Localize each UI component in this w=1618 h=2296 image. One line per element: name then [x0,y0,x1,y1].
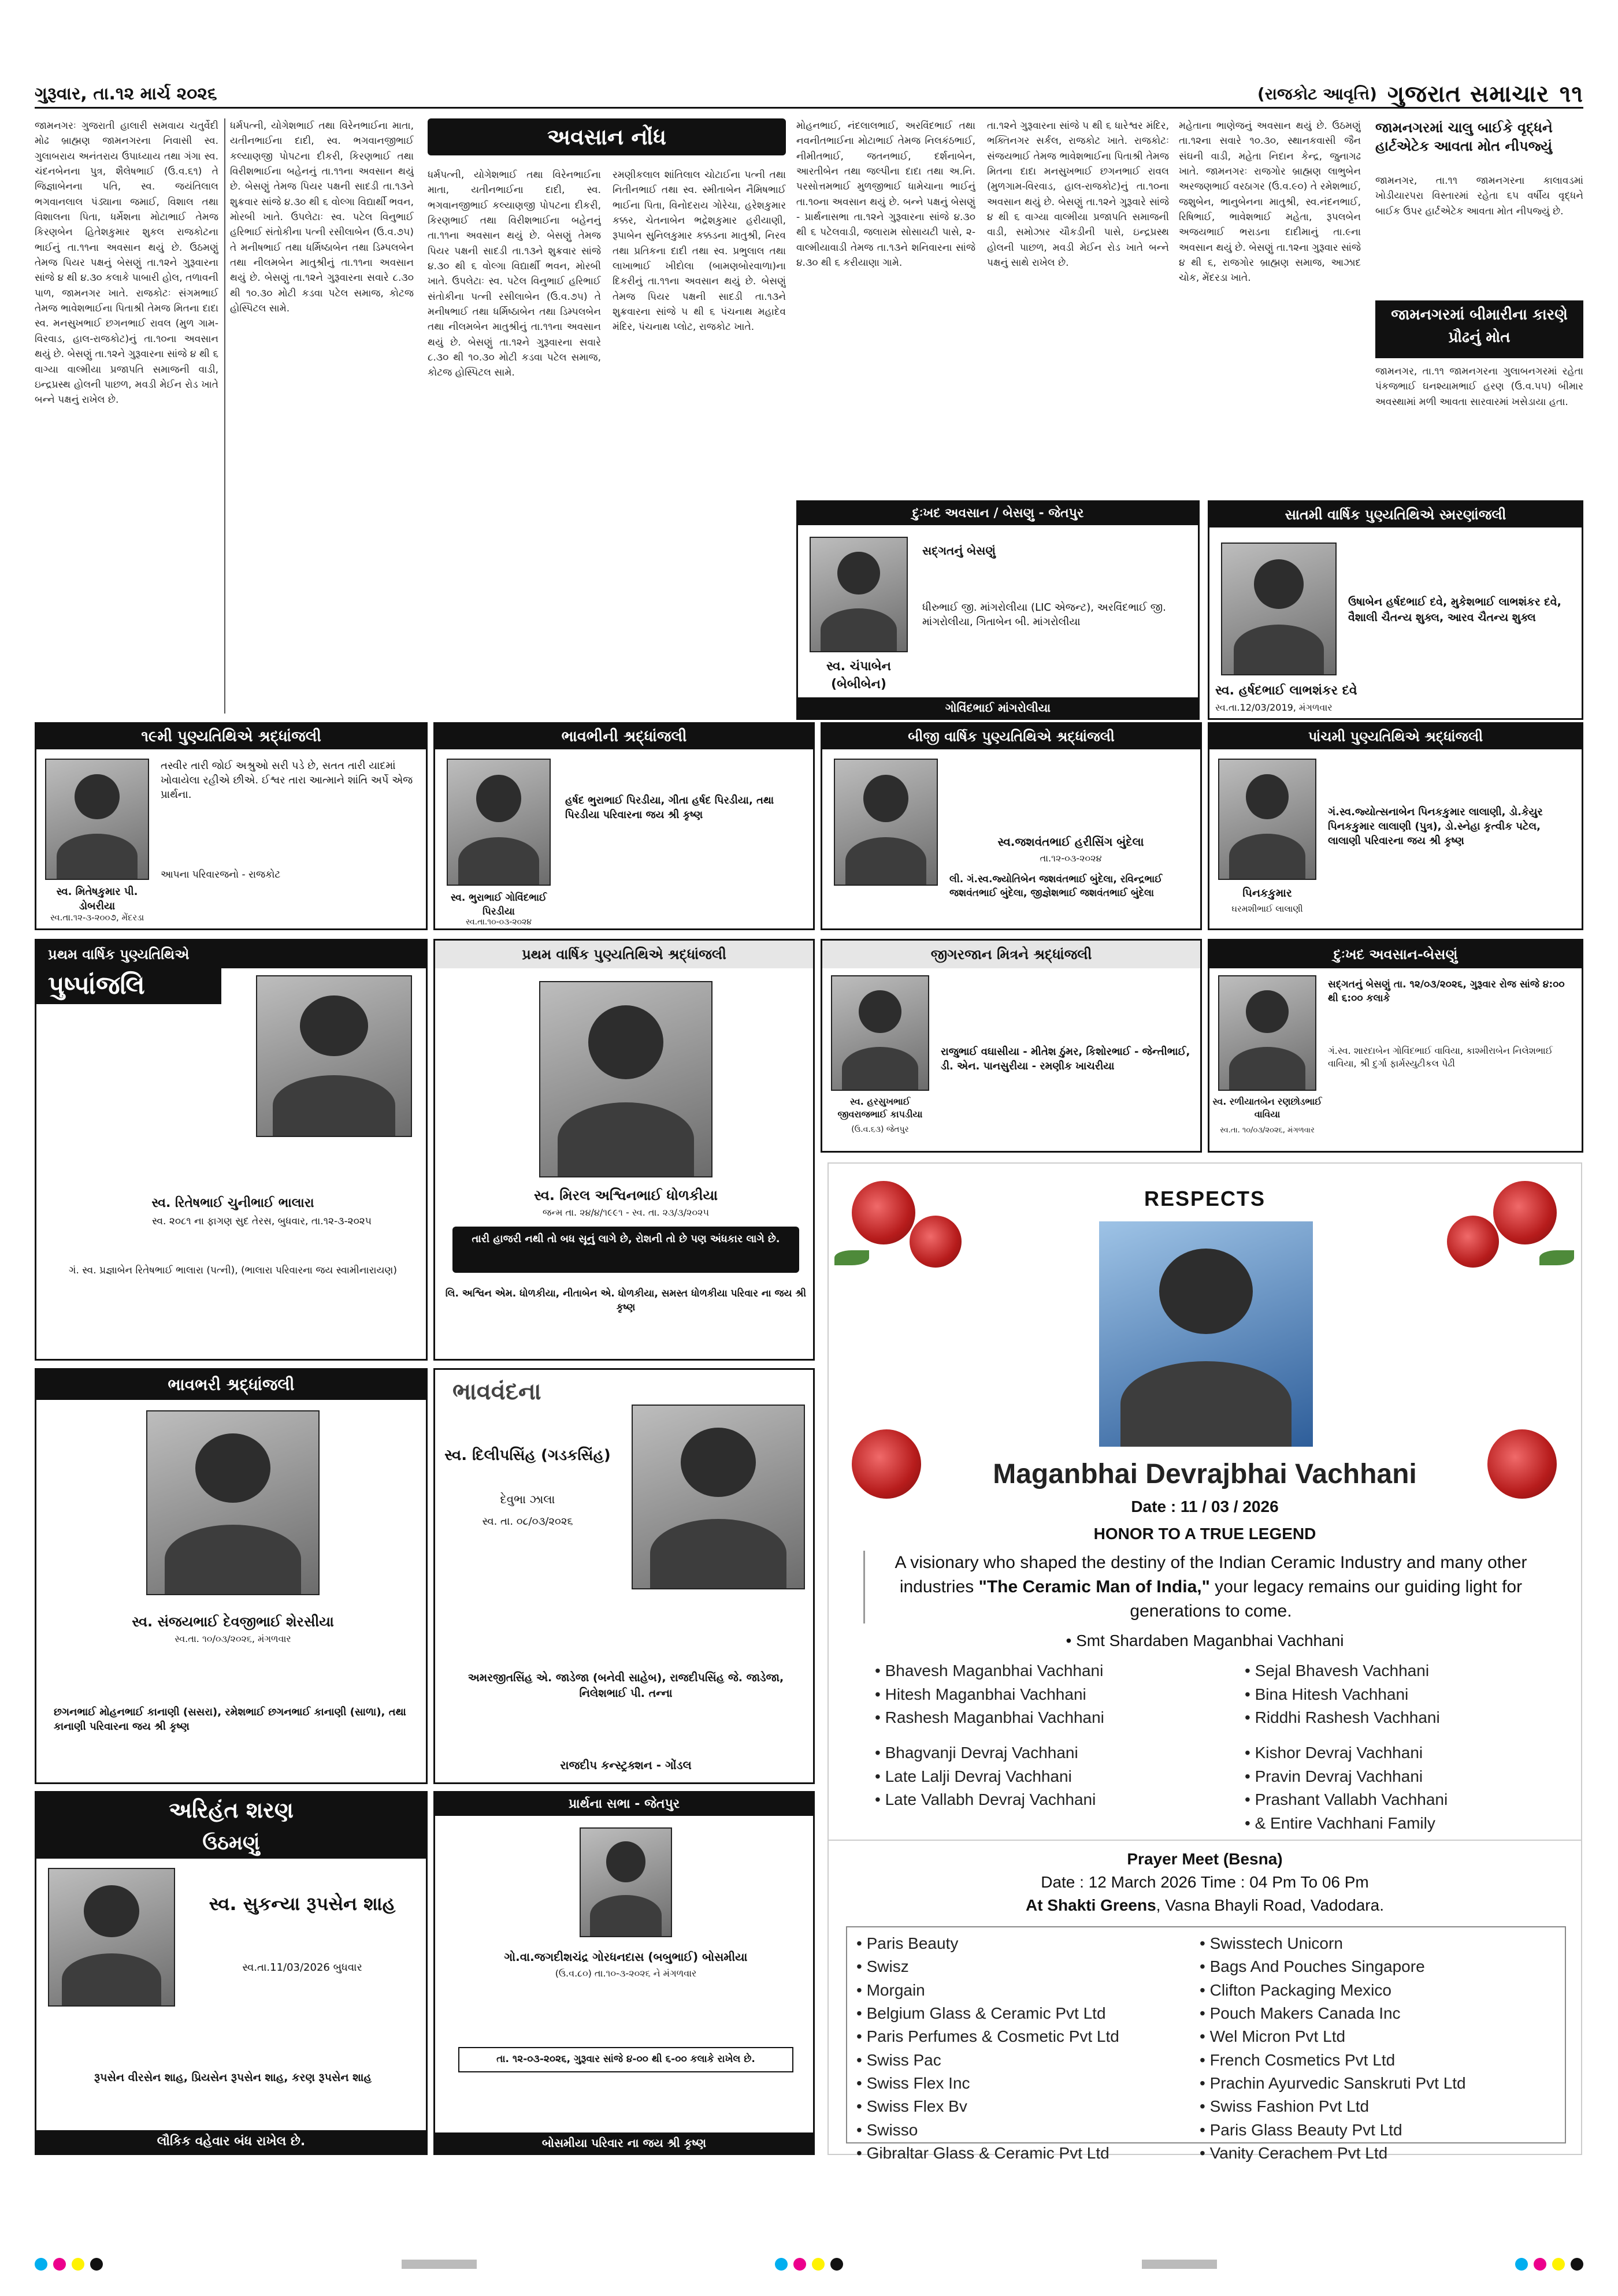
deceased-name: સ્વ. હર્ષદભાઈ લાભશંકર દવે [1215,683,1357,698]
portrait-photo [1218,975,1316,1091]
divider [829,1840,1581,1841]
ad-footer: બોસમીયા પરિવાર ના જય શ્રી કૃષ્ણ [435,2132,813,2153]
ad-bar: દુઃખદ અવસાન / બેસણુ - જેતપુર [798,502,1198,525]
company-item: • Paris Glass Beauty Pvt Ltd [1200,2119,1558,2142]
dukhad-besnu-ad [1208,939,1583,1153]
family-member: • Late Lalji Devraj Vachhani [875,1765,1222,1789]
spouse-name: • Smt Shardaben Maganbhai Vachhani [1066,1632,1344,1649]
family-text: આપના પરિવારજનો - રાજકોટ [161,869,281,880]
shraddhanjali-19-ad [35,722,428,930]
respects-heading: RESPECTS [1144,1187,1266,1210]
portrait-photo [48,1868,175,2007]
deceased-name: સ્વ. હરસુખભાઈ જીવરાજભાઈ કાપડીયા [837,1096,923,1120]
ad-footer: રાજદીપ કન્સ્ટ્રક્શન - ગોંડલ [560,1758,692,1772]
color-dots-center [775,2258,843,2271]
news-text: મોહનભાઈ, નંદલાલભાઈ, અરવિંદભાઈ તથા નવનીતભાઈના મોટાભાઈ તેમજ નિલકંઠભાઈ, નીમીતભાઈ, જતનભાઈ, દર્શનાબેન, આરતીબેન તથા જલ્પીના દાદા તથા અ.નિ. પરસોત્તમભાઈ મુળજીભાઈ ધામેચાના ભાઈનું તા.૧૦ના અવસાન થયું છે. બન્ને પક્ષનું બેસણું - પ્રાર્થનાસભા તા.૧૨ને ગુરૂવારના સાંજે ૪.૩૦ થી ૬ પટેલવાડી, જલારામ સોસાયટી પાસે, ૨-વાલ્મીયાવાડી તેમજ તા.૧૩ને શનિવારના સાંજે ૪.૩૦ થી ૬ કરીયાણા ગામે. [796,120,975,269]
deceased-name: ગો.વા.જગદીશચંદ્ર ગોરધનદાસ (બબુભાઈ) બોસમીયા [504,1950,748,1964]
header-right [1257,81,1583,107]
black-dot [830,2258,843,2271]
ad-bar: બીજી વાર્ષિક પુણ્યતિથિએ શ્રદ્ધાંજલી [822,724,1200,749]
portrait-photo [1221,543,1337,675]
arihant-uthamnu-ad [35,1791,428,2155]
family-text: ગં.સ્વ.જ્યોત્સનાબેન પિનકકુમાર લાલાણી, ડો.કેયુર પિનકકુમાર લાલાણી (પુત્ર), ડો.સ્નેહા કૃત્વીક પટેલ, લાલાણી પરિવારના જય શ્રી કૃષ્ણ [1328,806,1543,848]
besnu-label: સદ્‌ગતનું બેસણું [922,544,996,558]
pushpanjali-ad [35,939,428,1361]
smaranjali-ad [1208,500,1583,720]
companies-right [1200,1932,1558,2165]
deceased-date: (ઉ.વ.૬૩) જેતપુર [851,1125,909,1134]
deceased-name: સ્વ. દિલીપસિંહ (ગડકસિંહ) [444,1447,611,1464]
family-list-left [875,1659,1222,1730]
friends-list: રાજુભાઈ વઘાસીયા - મીતેશ ઠુંમર, કિશોરભાઈ - જેન્તીભાઈ, ડી. એન. પાનસુરીયા - રમણીક ખાચરીયા [941,1046,1190,1073]
magenta-dot [53,2258,66,2271]
deceased-name: સ્વ. રળીયાતબેન રણછોડભાઈ વાવિયા [1212,1096,1322,1120]
family-list-right [1245,1659,1568,1730]
portrait-photo [632,1405,805,1589]
ad-bar: પ્રથમ વાર્ષિક પુણ્યતિથિએ શ્રદ્ધાંજલી [435,941,813,968]
grey-bar [1142,2260,1217,2269]
black-dot [90,2258,103,2271]
company-item: • Wel Micron Pvt Ltd [1200,2025,1558,2048]
company-item: • Morgain [856,1979,1192,2002]
company-item: • Swisz [856,1955,1192,1978]
deceased-name: સ્વ. રિતેષભાઈ ચુનીભાઈ ભાલારા [151,1196,314,1210]
family-text: ધીરુભાઈ જી. માંગરોલીયા (LIC એજન્ટ), અરવિંદભાઈ જી. માંગરોલીયા, ગિતાબેન બી. માંગરોલીયા [922,601,1166,629]
spouse-text: Smt Shardaben Maganbhai Vachhani [1076,1632,1344,1649]
deceased-name: સ્વ. સંજયભાઈ દેવજીભાઈ શેરસીયા [132,1614,334,1630]
deceased-name: Maganbhai Devrajbhai Vachhani [993,1459,1417,1489]
ad-bar: સાતમી વાર્ષિક પુણ્યતિથિએ સ્મરણાંજલી [1209,502,1582,527]
besnu-text: સદ્‌ગતનું બેસણું તા. ૧૨/૦૩/૨૦૨૬, ગુરૂવાર રોજ સાંજે ૪:૦૦ થી ૬:૦૦ કલાકે [1328,979,1565,1004]
ad-bar: પ્રથમ વાર્ષિક પુણ્યતિથિએ [36,941,426,968]
tribute-text [863,1551,1551,1623]
portrait-photo [831,975,929,1091]
deceased-date: (ઉ.વ.૮૦) તા.૧૦-૩-૨૦૨૬ ને મંગળવાર [555,1968,697,1979]
ad-title: પુષ્પાંજલિ [36,968,221,1004]
edition-label: (રાજકોટ આવૃત્તિ) [1257,84,1377,103]
prayer-meet-date: Date : 12 March 2026 Time : 04 Pm To 06 Pm [1041,1873,1369,1891]
tribute-post: your legacy remains our guiding light for generations to come. [1130,1577,1523,1621]
bhavvandana-ad [433,1368,815,1784]
news-text: જામનગરઃ ગુજરાતી હાલારી સમવાય ચતુર્વેદી મોઢ બ્રાહ્મણ જામનગરના નિવાસી સ્વ. ગુલાબરાય અનંતરાય ઉપાધ્યાય તથા ગંગા સ્વ. ચંદનબેનના પુત્ર, શૈલેષભાઈ (ઉ.વ.૬૧) તે જિજ્ઞાબેનના પતિ, સ્વ. જયંતિલાલ ભગવાનલાલ પંડ્યાના જમાઈ, વિશાલ તથા વિશાલના પિતા, ધર્મેશના મોટાભાઈ તેમજ કિરણબેન હિતેશકુમાર શુકલ રાજકોટના ભાઈનું તા.૧૧ના અવસાન થયું છે. ઉઠમણું તેમજ પિયર પક્ષનું બેસણું તા.૧૨ને ગુરૂવારના સાંજે ૪ થી ૪.૩૦ કલાકે પાબારી હોલ, તળાવની પાળ, જામનગર ખાતે. રાજકોટઃ સંગમભાઈ તેમજ ભાવેશભાઈના પિતાશ્રી તેમજ મિતના દાદા સ્વ. મનસુખભાઈ છગનભાઈ રાવલ (મુળ ગામ-વિરવાડ, હાલ-રાજકોટ)નું તા.૧૦ના અવસાન થયું છે. બેસણું તા.૧૨ને ગુરૂવારના સાંજે ૪ થી ૬ વાગ્યા વાલ્મીયા પ્રજાપતિ સમાજની વાડી, ઇન્દ્રપ્રસ્થ હોલની પાછળ, મવડી મેઈન રોડ ખાતે બન્ને પક્ષનું રાખેલ છે. [35,120,218,406]
magenta-dot [1534,2258,1546,2271]
column-divider [224,118,225,714]
portrait-photo [447,759,551,886]
family-member: • Bina Hitesh Vachhani [1245,1683,1568,1707]
family-text: ગં.સ્વ. શારદાબેન ગોવિંદભાઈ વાવિયા, કાશ્મીરાબેન નિલેશભાઈ વાવિયા, શ્રી દુર્ગા ફાર્મસ્યુટીકલ પેઢી [1328,1045,1553,1069]
news-column-4 [613,168,786,714]
family-text: અમરજીતસિંહ એ. જાડેજા (બનેવી સાહેબ), રાજદીપસિંહ જે. જાડેજા, નિલેશભાઈ પી. તન્ના [467,1671,784,1700]
deceased-date: સ્વ.તા.૧૦-૦૩-૨૦૨૪ [466,917,532,927]
company-item: • Swiss Fashion Pvt Ltd [1200,2095,1558,2118]
venue-rest: , Vasna Bhayli Road, Vadodara. [1156,1896,1384,1914]
family-text: લી. ગં.સ્વ.જ્યોતિબેન જશવંતભાઈ બુંદેલા, રવિન્દ્રભાઈ જશવંતભાઈ બુંદેલા, જીજ્ઞેશભાઈ જશવંતભાઈ બુંદેલા [949,874,1163,899]
tribute-quote: તારી હાજરી નથી તો બધ સૂનું લાગે છે, રોશની તો છે પણ અંધકાર લાગે છે. [452,1227,799,1273]
deceased-date: સ્વ.તા. ૧૦/૦૩/૨૦૨૬, મંગળવાર [1220,1126,1315,1135]
bhavbhini-ad [433,722,815,930]
news-text: જામનગર, તા.૧૧ જામનગરના કાલાવડમાં ખોડીયારપરા વિસ્તારમાં રહેતા ૬૫ વર્ષીય વૃદ્ધને બાઈક ઉપર હાર્ટએટેક આવતા મોત નીપજ્યું છે. [1375,175,1583,217]
yellow-dot [72,2258,84,2271]
deceased-name: સ્વ. ભુરાભાઈ ગોવિંદભાઈ પિરડીયા [450,892,547,917]
family-member: • Bhagvanji Devraj Vachhani [875,1741,1222,1765]
ad-footer: લૌકિક વહેવાર બંધ રાખેલ છે. [36,2130,426,2153]
ad-bar: અરિહંત શરણ [36,1793,426,1827]
bijo-varshik-ad [821,722,1202,930]
portrait-photo [834,759,938,886]
company-item: • Swisso [856,2119,1192,2142]
rose-decoration [1447,1216,1499,1268]
black-dot [1571,2258,1583,2271]
ad-bar: ભાવભીની શ્રદ્ધાંજલી [435,724,813,749]
color-dots-left [35,2258,103,2271]
company-item: • Swiss Flex Inc [856,2072,1192,2095]
family-member: • Rashesh Maganbhai Vachhani [875,1706,1222,1730]
leaf-decoration [1539,1250,1574,1265]
besnu-jetpur-ad [796,500,1200,720]
cyan-dot [775,2258,788,2271]
news-column-2 [230,118,414,714]
portrait-photo [580,1827,672,1937]
page-number: ૧૧ [1559,80,1583,107]
news-column-7 [1179,118,1361,488]
family-member: • Pravin Devraj Vachhani [1245,1765,1568,1789]
jamnagar-headline-2: જામનગરમાં બીમારીના કારણે પ્રૌઢનું મોત [1375,300,1583,358]
deceased-date: ઘરમશીભાઈ લાલાણી [1231,904,1303,914]
news-text: જામનગર, તા.૧૧ જામનગરના ગુલાબનગરમાં રહેતા પંકજભાઈ ઘનશ્યામભાઈ હરણ (ઉ.વ.૫૫) બીમાર અવસ્થામાં મળી આવતા સારવારમાં ખસેડાયા હતા. [1375,366,1583,408]
honor-text: HONOR TO A TRUE LEGEND [1093,1525,1316,1543]
deceased-date: સ્વ.તા. ૧૦/૦૩/૨૦૨૬, મંગળવાર [175,1633,291,1644]
companies-box [846,1926,1566,2162]
company-item: • Gibraltar Glass & Ceramic Pvt Ltd [856,2142,1192,2165]
deceased-date: સ્વ.તા.12/03/2019, મંગળવાર [1215,702,1333,713]
company-item: • Swiss Flex Bv [856,2095,1192,2118]
company-item: • Swiss Pac [856,2049,1192,2072]
deceased-name: સ્વ. સુકન્યા રૂપસેન શાહ [209,1893,396,1915]
ad-bar: જીગરજાન મિત્રને શ્રદ્ધાંજલી [822,941,1200,968]
prarthana-sabha-ad [433,1791,815,2155]
print-marks-footer [35,2256,1583,2273]
jamnagar-headline-1: જામનગરમાં ચાલુ બાઈકે વૃદ્ધને હાર્ટએટેક આવતા મોત નીપજ્યું [1375,120,1553,155]
avsan-nondh-header [428,118,786,159]
company-item: • Clifton Packaging Mexico [1200,1979,1558,2002]
yellow-dot [812,2258,825,2271]
portrait-photo [539,981,712,1177]
company-item: • Prachin Ayurvedic Sanskruti Pvt Ltd [1200,2072,1558,2095]
deceased-date: તા.૧૨-૦૩-૨૦૨૪ [1040,853,1102,864]
panchmi-ad [1208,722,1583,930]
ad-bar: ૧૯મી પુણ્યતિથિએ શ્રદ્ધાંજલી [36,724,426,749]
avsan-title: અવસાન નોંધ [428,118,786,155]
company-item: • Swisstech Unicorn [1200,1932,1558,1955]
ad-title: ભાવવંદના [452,1379,541,1405]
news-column-1 [35,118,218,714]
family-member: • Kishor Devraj Vachhani [1245,1741,1568,1765]
cyan-dot [35,2258,47,2271]
deceased-date: Date : 11 / 03 / 2026 [1131,1498,1279,1515]
issue-date: ગુરૂવાર, તા.૧૨ માર્ચ ૨૦૨૬ [35,84,217,104]
family-text: ગં. સ્વ. પ્રજ્ઞાબેન રિતેષભાઈ ભાલારા (પત્ની), (ભાલારા પરિવારના જય સ્વામીનારાયણ) [69,1265,397,1276]
company-item: • Paris Perfumes & Cosmetic Pvt Ltd [856,2025,1192,2048]
miral-shraddhanjali-ad [433,939,815,1361]
family-text: છગનભાઈ મોહનભાઈ કાનાણી (સસરા), રમેશભાઈ છગનભાઈ કાનાણી (સાળા), તથા કાનાણી પરિવારના જય શ્રી કૃષ્ણ [54,1706,406,1733]
portrait-photo [1218,759,1316,880]
ad-footer: ગોવિંદભાઈ માંગરોલીયા [798,697,1198,718]
news-text: ધર્મપત્ની, યોગેશભાઈ તથા વિરેનભાઈના માતા, યતીનભાઈના દાદી, સ્વ. ભગવાનજીભાઈ કલ્યાણજી પોપટના દીકરી, કિરણભાઈ તથા વિરીશભાઈના બહેનનું તા.૧૧ના અવસાન થયું છે. બેસણું તેમજ પિયર પક્ષની સાદડી તા.૧૩ને શુક્રવાર સાંજે ૪.૩૦ થી ૬ વોલ્ગા વિદ્યાર્થી ભવન, મોરબી ખાતે. ઉપલેટાઃ સ્વ. પટેલ વિનુભાઈ હરિભાઈ સંતોકીના પત્ની રસીલાબેન (ઉ.વ.૭૫) તે મનીષભાઈ તથા ધર્મિષ્ઠાબેન તથા ડિમ્પલબેન તથા નીલમબેન માતુશ્રીનું તા.૧૧ના અવસાન થયું છે. બેસણું તા.૧૨ને ગુરૂવારના સવારે ૮.૩૦ થી ૧૦.૩૦ મોટી કડવા પટેલ સમાજ, કોટજ હોસ્પિટલ સામે. [428,169,601,379]
grey-bar [402,2260,477,2269]
jigarjan-ad [821,939,1202,1153]
news-column-5 [796,118,975,488]
deceased-date: સ્વ.તા.11/03/2026 બુધવાર [242,1961,362,1974]
deceased-name: સ્વ. મિતેષકુમાર પી. ડોબરીયા [56,886,138,913]
ad-bar: પાંચમી પુણ્યતિથિએ શ્રદ્ધાંજલી [1209,724,1582,749]
ad-subtitle: ઉઠમણું [36,1827,426,1859]
deceased-name: સ્વ. ચંપાબેન (બેબીબેન) [826,659,891,692]
prayer-meet-title: Prayer Meet (Besna) [1127,1850,1283,1868]
page-header [35,81,1583,109]
leaf-decoration [834,1250,869,1265]
family-member: • Prashant Vallabh Vachhani [1245,1788,1568,1812]
portrait-photo [146,1410,320,1595]
news-text: ધર્મપત્ની, યોગેશભાઈ તથા વિરેનભાઈના માતા, યતીનભાઈના દાદી, સ્વ. ભગવાનજીભાઈ કલ્યાણજી પોપટના દીકરી, કિરણભાઈ તથા વિરીશભાઈના બહેનનું તા.૧૧ના અવસાન થયું છે. બેસણું તેમજ પિયર પક્ષની સાદડી તા.૧૩ને શુક્રવાર સાંજે ૪.૩૦ થી ૬ વોલ્ગા વિદ્યાર્થી ભવન, મોરબી ખાતે. ઉપલેટાઃ સ્વ. પટેલ વિનુભાઈ હરિભાઈ સંતોકીના પત્ની રસીલાબેન (ઉ.વ.૭૫) તે મનીષભાઈ તથા ધર્મિષ્ઠાબેન તથા ડિમ્પલબેન તથા નીલમબેન માતુશ્રીનું તા.૧૧ના અવસાન થયું છે. બેસણું તા.૧૨ને ગુરૂવારના સવારે ૮.૩૦ થી ૧૦.૩૦ મોટી કડવા પટેલ સમાજ, કોટજ હોસ્પિટલ સામે. [230,120,414,315]
deceased-date: સ્વ. ૨૦૮૧ ના ફાગણ સુદ તેરસ, બુધવાર, તા.૧૨-૩-૨૦૨૫ [152,1216,372,1227]
deceased-date: જન્મ તા. ૨૪/૪/૧૯૯૧ - સ્વ. તા. ૨૩/૩/૨૦૨૫ [543,1207,709,1218]
deceased-name: સ્વ.જશવંતભાઈ હરીસિંગ બુંદેલા [997,835,1144,849]
company-item: • Belgium Glass & Ceramic Pvt Ltd [856,2002,1192,2025]
news-column-6 [987,118,1169,488]
family-member: • Hitesh Maganbhai Vachhani [875,1683,1222,1707]
deceased-name: પિનકકુમાર [1242,887,1292,900]
portrait-photo [1099,1221,1313,1447]
honor-line [829,1525,1581,1543]
deceased-name: સ્વ. મિરલ અશ્વિનભાઈ ધોળકીયા [533,1187,718,1203]
family-list-left-2 [875,1741,1222,1812]
color-dots-right [1515,2258,1583,2271]
company-item: • Paris Beauty [856,1932,1192,1955]
news-text: રમણીકલાલ શાંતિલાલ ચોટાઈના પત્ની તથા નિતીનભાઈ તથા સ્વ. સ્મીતાબેન નૈમિષભાઈ ભાઈના પિતા, વિનોદરાય ગોરેચા, હરેશકુમાર કક્કર, ચેતનાબેન ભદ્રેશકુમાર હરીયાણી, રૂપાબેન સુનિલકુમાર કક્કડના માતુશ્રી, નિરવ તથા પ્રતિકના દાદી તથા સ્વ. પ્રભુલાલ તથા લાખાભાઈ ખીદોલા (બામણબોરવાળા)ના દિકરીનું તા.૧૧ના અવસાન થયું છે. બેસણું તેમજ પિયર પક્ષની સાદડી તા.૧૩ને શુક્રવારના સાંજે ૫ થી ૬ પંચનાથ મહાદેવ મંદિર, પંચનાથ પ્લોટ, રાજકોટ ખાતે. [613,169,786,333]
company-item: • Bags And Pouches Singapore [1200,1955,1558,1978]
companies-left [856,1932,1192,2165]
family-member: • & Entire Vachhani Family [1245,1812,1568,1836]
family-text: ઉષાબેન હર્ષદભાઈ દવે, મુકેશભાઈ લાભશંકર દવે, વૈશાલી ચૈતન્ય શુક્લ, આરવ ચૈતન્ય શુક્લ [1348,596,1561,624]
family-member: • Sejal Bhavesh Vachhani [1245,1659,1568,1683]
respects-ad [827,1162,1582,2162]
ad-bar: પ્રાર્થના સભા - જેતપુર [435,1793,813,1816]
company-item: • French Cosmetics Pvt Ltd [1200,2049,1558,2072]
venue-bold: At Shakti Greens [1026,1896,1156,1914]
family-text: લિ. અશ્વિન એમ. ધોળકીયા, નીતાબેન એ. ધોળકીયા, સમસ્ત ધોળકીયા પરિવાર ના જય શ્રી કૃષ્ણ [445,1288,807,1313]
tribute-pre: A visionary who shaped the destiny of the Indian Ceramic Industry and many other industries [895,1553,1527,1596]
ad-bar: ભાવભરી શ્રદ્ધાંજલી [36,1370,426,1400]
jamnagar-news-2 [1375,364,1583,488]
family-list-right-2 [1245,1741,1568,1835]
bhavbhari-ad [35,1368,428,1784]
cyan-dot [1515,2258,1528,2271]
ad-bar: દુઃખદ અવસાન-બેસણું [1209,941,1582,968]
portrait-photo [45,759,149,880]
portrait-photo [810,537,908,652]
news-column-3 [428,168,601,714]
rose-decoration [910,1216,962,1268]
sabha-details: તા. ૧૨-૦૩-૨૦૨૬, ગુરૂવાર સાંજે ૪-૦૦ થી ૬-૦૦ કલાકે રાખેલ છે. [458,2047,793,2072]
magenta-dot [793,2258,806,2271]
company-item: • Vanity Cerachem Pvt Ltd [1200,2142,1558,2165]
prayer-meet-venue [829,1896,1581,1915]
company-item: • Pouch Makers Canada Inc [1200,2002,1558,2025]
deceased-date: સ્વ.તા.૧૨-૩-૨૦૦૭, મેંદરડા [50,912,144,923]
family-member: • Riddhi Rashesh Vachhani [1245,1706,1568,1730]
portrait-photo [256,975,412,1137]
deceased-place: દેવુભા ઝાલા [500,1492,555,1506]
deceased-date: સ્વ. તા. ૦૮/૦૩/૨૦૨૬ [482,1515,573,1528]
newspaper-title: ગુજરાત સમાચાર [1387,80,1549,107]
yellow-dot [1552,2258,1565,2271]
news-text: તા.૧૨ને ગુરૂવારના સાંજે ૫ થી ૬ ધારેશ્વર મંદિર, ભક્તિનગર સર્કલ, રાજકોટ ખાતે. રાજકોટઃ સંજયભાઈ તેમજ ભાવેશભાઈના પિતાશ્રી તેમજ મિતના દાદા મનસુખભાઈ છગનભાઈ રાવલ (મુળગામ-વિરવાડ, હાલ-રાજકોટ)નું તા.૧૦ના અવસાન થયું છે. બેસણું તા.૧૨ને ગુરૂવારે સાંજે ૪ થી ૬ વાગ્યા વાલ્મીયા પ્રજાપતિ સમાજની વાડી, સમોઝાર ચૌકડીની પાસે, ઇન્દ્રપ્રસ્થ હોલની પાછળ, મવડી મેઈન રોડ ખાતે બન્ને પક્ષનું સાથે રાખેલ છે. [987,120,1169,269]
family-text: હર્ષદ ભુરાભાઈ પિરડીયા, ગીતા હર્ષદ પિરડીયા, તથા પિરડીયા પરિવારના જય શ્રી કૃષ્ણ [565,794,774,822]
family-member: • Late Vallabh Devraj Vachhani [875,1788,1222,1812]
jamnagar-news-1 [1375,173,1583,295]
news-text: મહેતાના ભાણેજનું અવસાન થયું છે. ઉઠમણું તા.૧૨ના સવારે ૧૦.૩૦, સ્થાનકવાસી જૈન સંઘની વાડી, મહેતા નિદાન કેન્દ્ર, જુનાગઢ ખાતે. જામનગરઃ રાજગોર બ્રાહ્મણ લાભુબેન અરજણભાઈ વરઠાગર (ઉ.વ.૯૦) તે રમેશભાઈ, જશુબેન, ભાનુબેનના માતુશ્રી, સ્વ.નંદનભાઈ, રિષિભાઈ, ભાવેશભાઈ મહેતા, રૂપલબેન અજયભાઈ ભરાડના દાદીમાનું તા.૯ના અવસાન થયું છે. બેસણું તા.૧૨ના ગુરૂવાર સાંજે ૪ થી ૬, રાજગોર બ્રાહ્મણ સમાજ, આઝાદ ચોક, મેંદરડા ખાતે. [1179,120,1361,284]
family-text: રૂપસેન વીરસેન શાહ, પ્રિયસેન રૂપસેન શાહ, કરણ રૂપસેન શાહ [94,2071,372,2084]
family-member: • Bhavesh Maganbhai Vachhani [875,1659,1222,1683]
tribute-bold: "The Ceramic Man of India," [978,1577,1210,1596]
tribute-quote: તસ્વીર તારી જોઈ અશ્રુઓ સરી પડે છે, સતત તારી યાદમાં ખોવાયેલા રહીએ છીએ. ઈશ્વર તારા આત્માને શાંતિ અર્પે એજ પ્રાર્થના. [161,760,413,801]
